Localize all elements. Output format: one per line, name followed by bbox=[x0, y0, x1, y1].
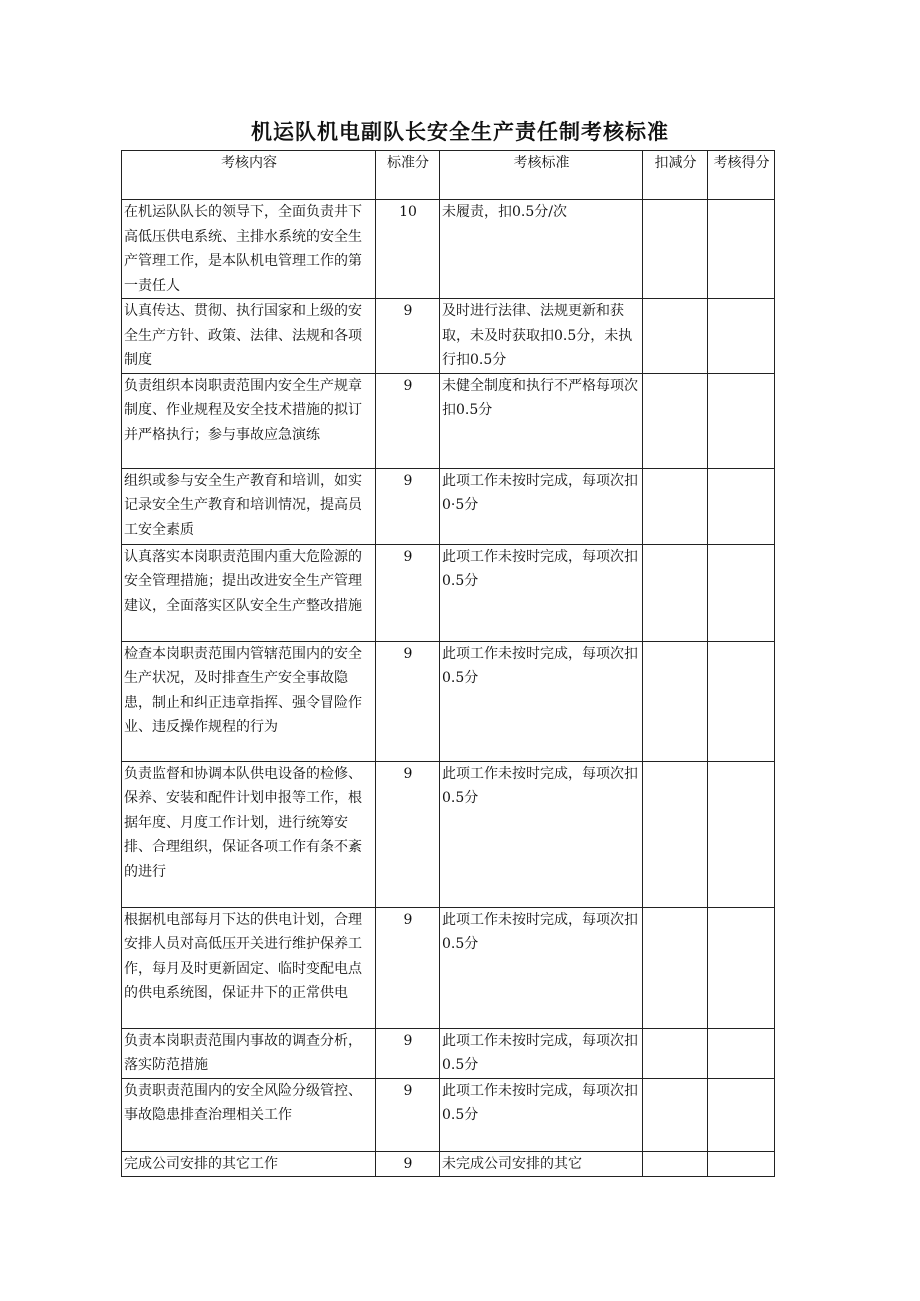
row-content: 负责监督和协调本队供电设备的检修、保养、安装和配件计划申报等工作，根据年度、月度工作计划，进行统筹安排、合理组织，保证各项工作有条不紊的进行 bbox=[122, 761, 376, 907]
row-score: 10 bbox=[376, 200, 440, 299]
row-deduction bbox=[643, 544, 708, 641]
row-final-score bbox=[708, 761, 775, 907]
row-criteria: 此项工作未按时完成，每项次扣0.5分 bbox=[440, 1028, 643, 1078]
row-criteria: 未履责，扣0.5分/次 bbox=[440, 200, 643, 299]
row-score: 9 bbox=[376, 907, 440, 1028]
table-row bbox=[122, 761, 775, 907]
row-criteria: 此项工作未按时完成，每项次扣0·5分 bbox=[440, 468, 643, 544]
row-score: 9 bbox=[376, 761, 440, 907]
row-criteria: 此项工作未按时完成，每项次扣0.5分 bbox=[440, 1078, 643, 1151]
row-criteria: 未完成公司安排的其它 bbox=[440, 1151, 643, 1177]
row-deduction bbox=[643, 200, 708, 299]
row-content: 在机运队队长的领导下，全面负责井下高低压供电系统、主排水系统的安全生产管理工作，是本队机电管理工作的第一责任人 bbox=[122, 200, 376, 299]
row-content: 根据机电部每月下达的供电计划，合理安排人员对高低压开关进行维护保养工作，每月及时更新固定、临时变配电点的供电系统图，保证井下的正常供电 bbox=[122, 907, 376, 1028]
row-criteria: 此项工作未按时完成，每项次扣0.5分 bbox=[440, 907, 643, 1028]
header-final-score: 考核得分 bbox=[708, 151, 775, 200]
table-row bbox=[122, 1078, 775, 1151]
table-header-row bbox=[122, 151, 775, 200]
row-criteria: 及时进行法律、法规更新和获取，未及时获取扣0.5分，未执行扣0.5分 bbox=[440, 299, 643, 374]
table-row bbox=[122, 1028, 775, 1078]
row-content: 完成公司安排的其它工作 bbox=[122, 1151, 376, 1177]
table-row bbox=[122, 468, 775, 544]
row-deduction bbox=[643, 1078, 708, 1151]
row-score: 9 bbox=[376, 373, 440, 468]
row-score: 9 bbox=[376, 468, 440, 544]
row-score: 9 bbox=[376, 299, 440, 374]
row-deduction bbox=[643, 1028, 708, 1078]
document-title: 机运队机电副队长安全生产责任制考核标准 bbox=[251, 120, 669, 144]
row-final-score bbox=[708, 1028, 775, 1078]
row-criteria: 此项工作未按时完成，每项次扣0.5分 bbox=[440, 641, 643, 761]
row-score: 9 bbox=[376, 1028, 440, 1078]
row-final-score bbox=[708, 544, 775, 641]
header-criteria: 考核标准 bbox=[440, 151, 643, 200]
row-final-score bbox=[708, 1151, 775, 1177]
row-deduction bbox=[643, 468, 708, 544]
table-row bbox=[122, 641, 775, 761]
row-final-score bbox=[708, 641, 775, 761]
row-criteria: 未健全制度和执行不严格每项次扣0.5分 bbox=[440, 373, 643, 468]
row-content: 负责本岗职责范围内事故的调查分析，落实防范措施 bbox=[122, 1028, 376, 1078]
row-final-score bbox=[708, 299, 775, 374]
row-score: 9 bbox=[376, 1078, 440, 1151]
row-final-score bbox=[708, 1078, 775, 1151]
row-deduction bbox=[643, 761, 708, 907]
row-score: 9 bbox=[376, 1151, 440, 1177]
row-content: 检查本岗职责范围内管辖范围内的安全生产状况，及时排查生产安全事故隐患，制止和纠正违章指挥、强令冒险作业、违反操作规程的行为 bbox=[122, 641, 376, 761]
row-deduction bbox=[643, 299, 708, 374]
header-content: 考核内容 bbox=[122, 151, 376, 200]
row-final-score bbox=[708, 468, 775, 544]
header-deduction: 扣减分 bbox=[643, 151, 708, 200]
row-deduction bbox=[643, 907, 708, 1028]
row-score: 9 bbox=[376, 544, 440, 641]
row-content: 负责职责范围内的安全风险分级管控、事故隐患排查治理相关工作 bbox=[122, 1078, 376, 1151]
row-content: 负责组织本岗职责范围内安全生产规章制度、作业规程及安全技术措施的拟订并严格执行；参与事故应急演练 bbox=[122, 373, 376, 468]
row-final-score bbox=[708, 200, 775, 299]
table-row bbox=[122, 299, 775, 374]
row-deduction bbox=[643, 373, 708, 468]
table-row bbox=[122, 544, 775, 641]
assessment-table bbox=[121, 150, 775, 1177]
row-final-score bbox=[708, 907, 775, 1028]
row-content: 认真传达、贯彻、执行国家和上级的安全生产方针、政策、法律、法规和各项制度 bbox=[122, 299, 376, 374]
header-standard-score: 标准分 bbox=[376, 151, 440, 200]
row-score: 9 bbox=[376, 641, 440, 761]
table-row bbox=[122, 907, 775, 1028]
row-deduction bbox=[643, 1151, 708, 1177]
row-criteria: 此项工作未按时完成，每项次扣0.5分 bbox=[440, 761, 643, 907]
table-row bbox=[122, 200, 775, 299]
row-criteria: 此项工作未按时完成，每项次扣0.5分 bbox=[440, 544, 643, 641]
row-final-score bbox=[708, 373, 775, 468]
row-content: 认真落实本岗职责范围内重大危险源的安全管理措施；提出改进安全生产管理建议，全面落实区队安全生产整改措施 bbox=[122, 544, 376, 641]
table-row bbox=[122, 1151, 775, 1177]
table-row bbox=[122, 373, 775, 468]
row-deduction bbox=[643, 641, 708, 761]
row-content: 组织或参与安全生产教育和培训，如实记录安全生产教育和培训情况，提高员工安全素质 bbox=[122, 468, 376, 544]
